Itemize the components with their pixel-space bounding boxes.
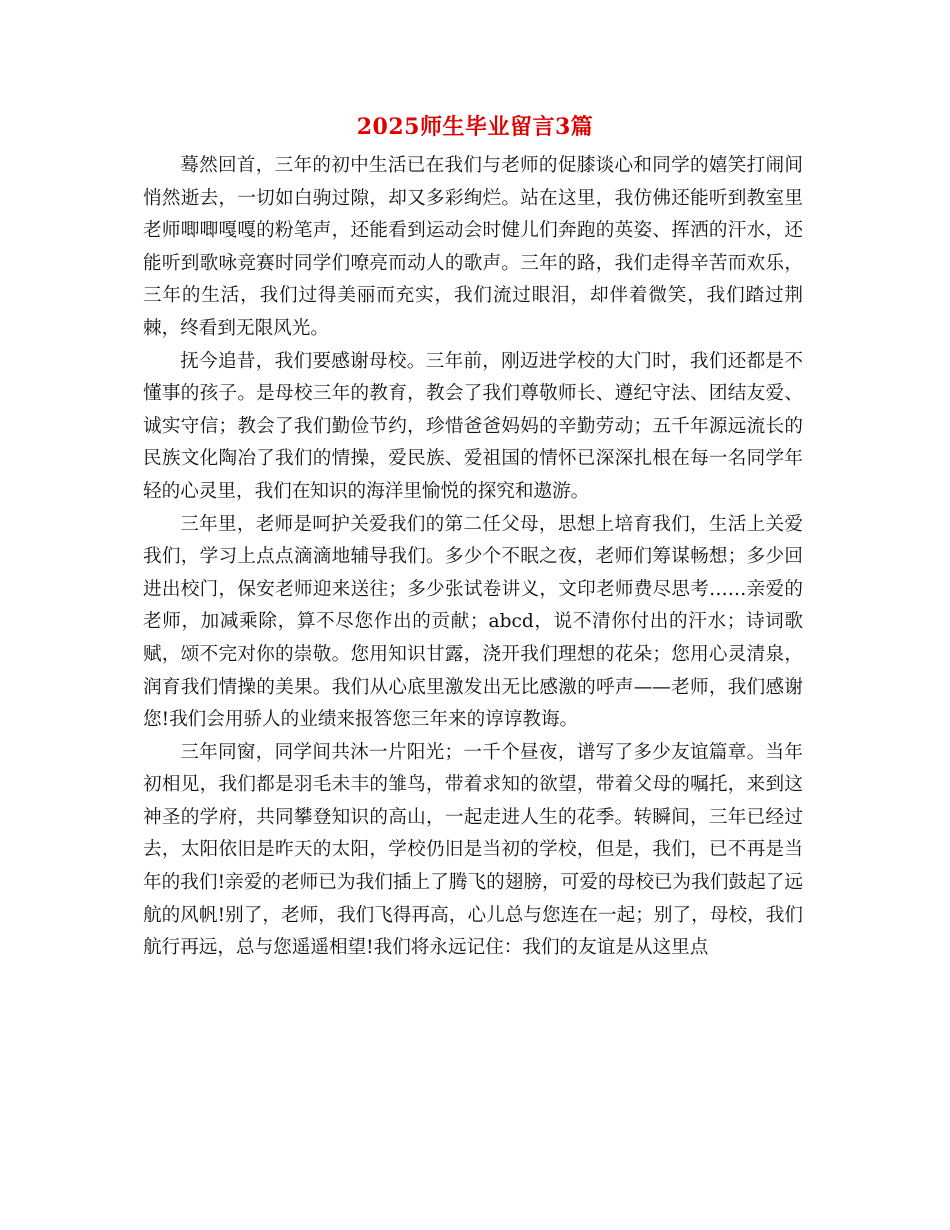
paragraph-classmates: 三年同窗，同学间共沐一片阳光；一千个昼夜，谱写了多少友谊篇章。当年初相见，我们都是羽毛未丰的雏鸟，带着求知的欲望，带着父母的嘱托，来到这神圣的学府，共同攀登知识的高山，一起走进人生的花季。转瞬间，三年已经过去，太阳依旧是昨天的太阳，学校仍旧是当初的学校，但是，我们，已不再是当年的我们!亲爱的老师已为我们插上了腾飞的翅膀，可爱的母校已为我们鼓起了远航的风帆!别了，老师，我们飞得再高，心儿总与您连在一起；别了，母校，我们航行再远，总与您遥遥相望!我们将永远记住：我们的友谊是从这里点	[143, 741, 803, 959]
document-body	[143, 150, 803, 965]
paragraph-thanks-teachers: 三年里，老师是呵护关爱我们的第二任父母，思想上培育我们，生活上关爱我们，学习上点点滴滴地辅导我们。多少个不眠之夜，老师们筹谋畅想；多少回进出校门，保安老师迎来送往；多少张试卷讲义，文印老师费尽思考……亲爱的老师，加减乘除，算不尽您作出的贡献；abcd，说不清你付出的汗水；诗词歌赋，颂不完对你的崇敬。您用知识甘露，浇开我们理想的花朵；您用心灵清泉，润育我们情操的美果。我们从心底里激发出无比感激的呼声——老师，我们感谢您!我们会用骄人的业绩来报答您三年来的谆谆教诲。	[143, 513, 803, 731]
document-title: 2025师生毕业留言3篇	[356, 114, 594, 140]
paragraph-reminiscence: 蓦然回首，三年的初中生活已在我们与老师的促膝谈心和同学的嬉笑打闹间悄然逝去，一切如白驹过隙，却又多彩绚烂。站在这里，我仿佛还能听到教室里老师唧唧嘎嘎的粉笔声，还能看到运动会时健儿们奔跑的英姿、挥洒的汗水，还能听到歌咏竞赛时同学们嘹亮而动人的歌声。三年的路，我们走得辛苦而欢乐，三年的生活，我们过得美丽而充实，我们流过眼泪，却伴着微笑，我们踏过荆棘，终看到无限风光。	[143, 155, 803, 339]
paragraph-thanks-school: 抚今追昔，我们要感谢母校。三年前，刚迈进学校的大门时，我们还都是不懂事的孩子。是母校三年的教育，教会了我们尊敬师长、遵纪守法、团结友爱、诚实守信；教会了我们勤俭节约，珍惜爸爸妈妈的辛勤劳动；五千年源远流长的民族文化陶冶了我们的情操，爱民族、爱祖国的情怀已深深扎根在每一名同学年轻的心灵里，我们在知识的海洋里愉悦的探究和遨游。	[143, 350, 803, 502]
